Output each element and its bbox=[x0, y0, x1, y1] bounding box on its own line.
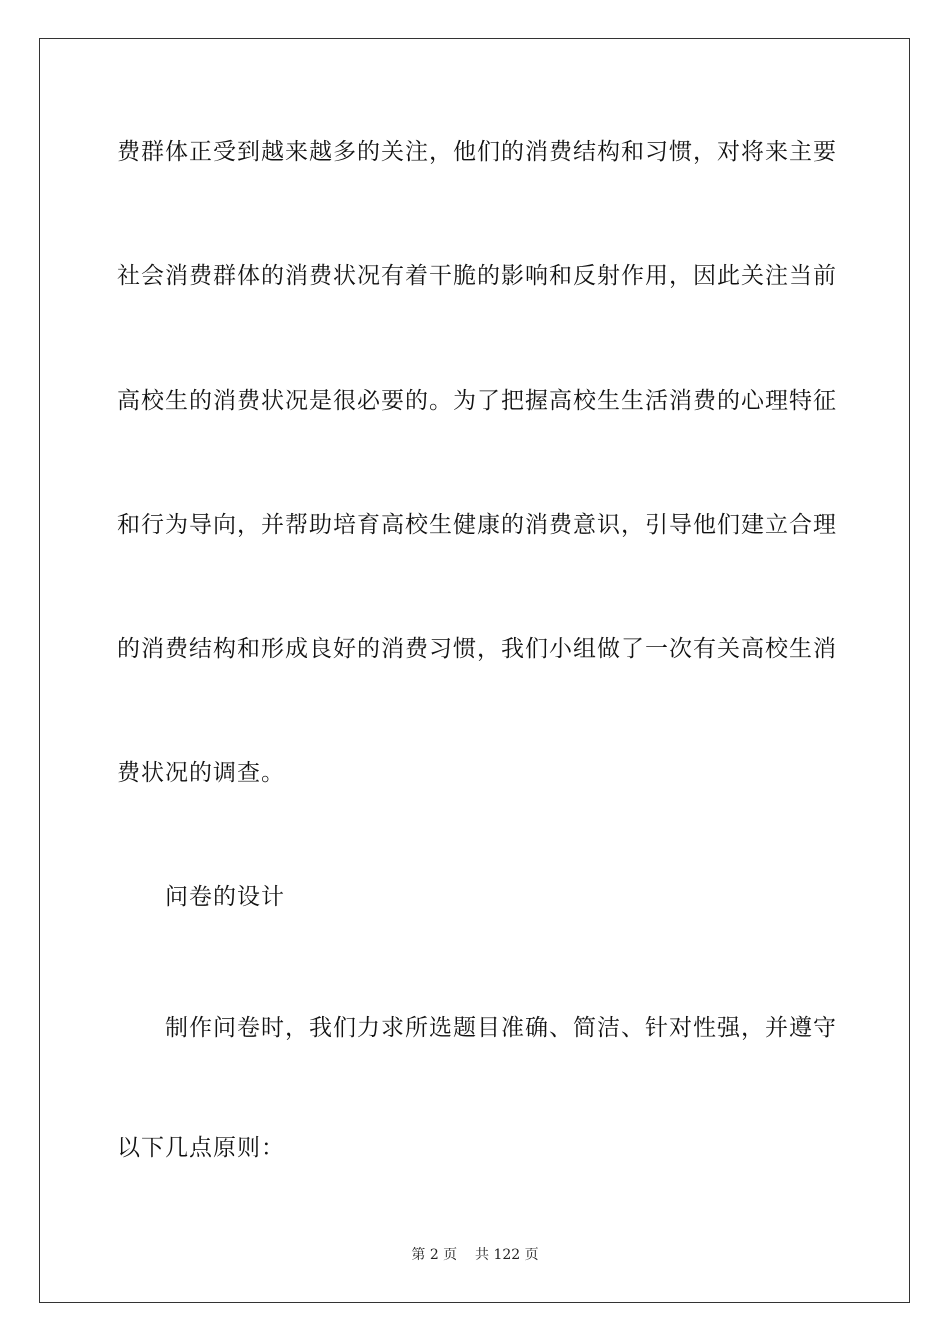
paragraph2-line-2: 以下几点原则： bbox=[117, 1135, 285, 1161]
page-number: 第 2 页 bbox=[411, 1247, 458, 1263]
paragraph-line-6: 费状况的调查。 bbox=[117, 760, 285, 786]
paragraph-line-4: 和行为导向，并帮助培育高校生健康的消费意识，引导他们建立合理 bbox=[117, 512, 837, 538]
paragraph-line-1: 费群体正受到越来越多的关注，他们的消费结构和习惯，对将来主要 bbox=[117, 139, 837, 165]
paragraph-line-5: 的消费结构和形成良好的消费习惯，我们小组做了一次有关高校生消 bbox=[117, 636, 837, 662]
page-footer bbox=[0, 1246, 950, 1264]
section-heading: 问卷的设计 bbox=[165, 884, 285, 910]
paragraph-line-3: 高校生的消费状况是很必要的。为了把握高校生生活消费的心理特征 bbox=[117, 388, 837, 414]
paragraph2-line-1: 制作问卷时，我们力求所选题目准确、简洁、针对性强，并遵守 bbox=[165, 1015, 837, 1041]
paragraph-line-2: 社会消费群体的消费状况有着干脆的影响和反射作用，因此关注当前 bbox=[117, 263, 837, 289]
page-border bbox=[39, 38, 910, 1303]
page-total: 共 122 页 bbox=[475, 1247, 539, 1263]
